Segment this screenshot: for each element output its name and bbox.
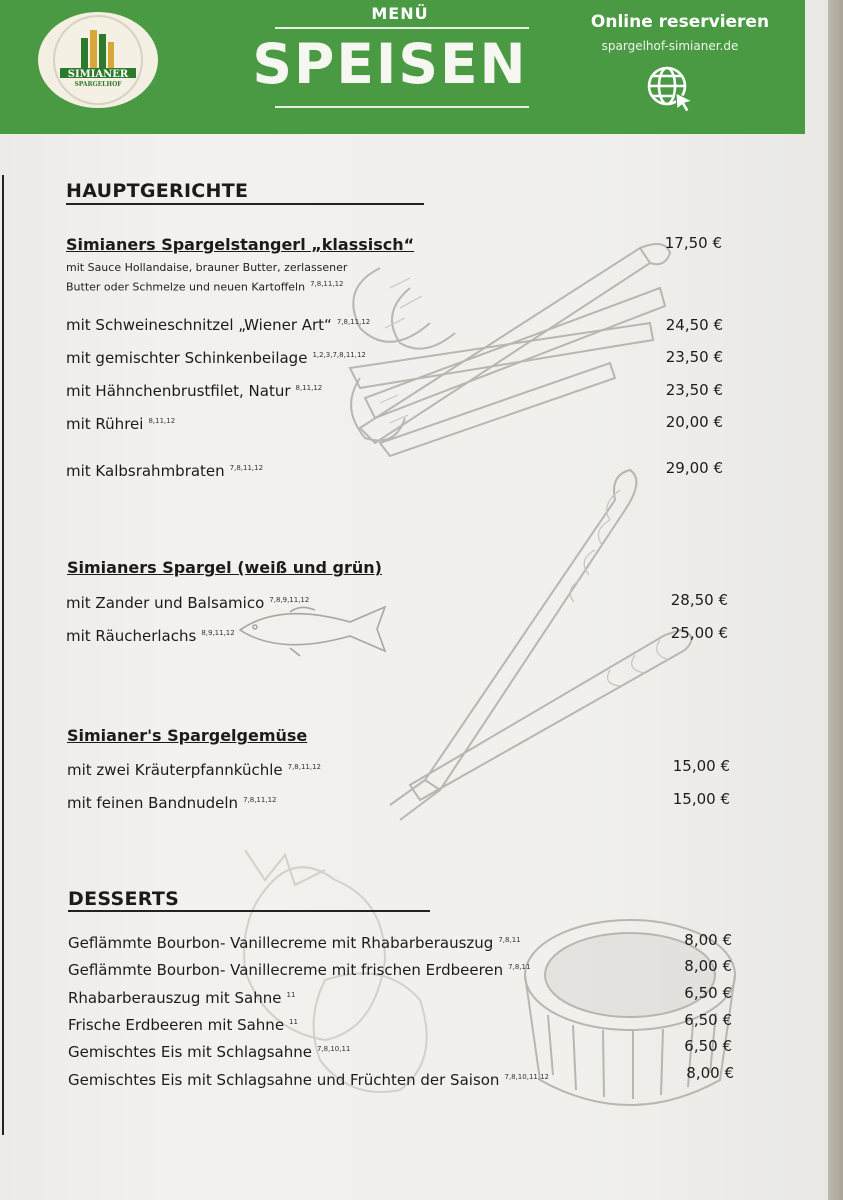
item-price: 29,00 € xyxy=(665,459,723,477)
allergen-codes: 7,8,10,11 xyxy=(316,1045,351,1053)
item-price: 23,50 € xyxy=(665,348,723,366)
klassisch-description xyxy=(66,259,347,296)
desc-line-1: mit Sauce Hollandaise, brauner Butter, zerlassener xyxy=(66,261,348,274)
item-price: 6,50 € xyxy=(684,1011,732,1029)
title-rule-top xyxy=(275,27,529,29)
item-name: mit zwei Kräuterpfannküchle xyxy=(67,761,283,779)
allergen-codes: 7,8,11,12 xyxy=(229,464,264,472)
item-name: mit Räucherlachs xyxy=(66,627,197,645)
price-klassisch: 17,50 € xyxy=(664,234,722,252)
dessert-item xyxy=(68,961,530,979)
header-banner xyxy=(0,0,805,134)
simianer-logo xyxy=(38,12,158,108)
section-title-hauptgerichte: HAUPTGERICHTE xyxy=(66,180,249,202)
item-price: 25,00 € xyxy=(670,624,728,642)
allergen-codes: 1,2,3,7,8,11,12 xyxy=(312,351,366,359)
allergen-codes: 7,8,11,12 xyxy=(310,280,344,288)
allergen-codes: 11 xyxy=(286,991,296,999)
section-rule xyxy=(66,203,424,205)
item-name: Geflämmte Bourbon- Vanillecreme mit frischen Erdbeeren xyxy=(68,961,504,979)
menu-item xyxy=(66,415,175,433)
item-price: 8,00 € xyxy=(684,957,732,975)
allergen-codes: 7,8,10,11,12 xyxy=(504,1073,549,1081)
item-name: mit Kalbsrahmbraten xyxy=(66,462,225,480)
item-price: 6,50 € xyxy=(684,984,732,1002)
allergen-codes: 7,8,11 xyxy=(508,963,531,971)
menu-item xyxy=(66,349,366,367)
section-title-desserts: DESSERTS xyxy=(68,888,180,910)
logo-subtitle: SPARGELHOF xyxy=(74,81,122,88)
item-name: mit Schweineschnitzel „Wiener Art“ xyxy=(66,316,332,334)
dessert-item xyxy=(68,989,295,1007)
allergen-codes: 7,8,11,12 xyxy=(287,763,322,771)
item-name: Gemischtes Eis mit Schlagsahne xyxy=(68,1043,312,1061)
group-title-spargelgemuese: Simianer's Spargelgemüse xyxy=(67,726,308,745)
dessert-item xyxy=(68,934,521,952)
menu-item xyxy=(66,594,309,612)
title-rule-bottom xyxy=(275,106,529,108)
item-price: 20,00 € xyxy=(665,413,723,431)
page-shadow xyxy=(828,0,843,1200)
item-price: 15,00 € xyxy=(672,757,730,775)
dessert-item xyxy=(68,1071,549,1089)
desc-line-2 xyxy=(66,276,347,296)
allergen-codes: 7,8,11,12 xyxy=(243,796,277,804)
item-name: mit Rührei xyxy=(66,415,144,433)
group-title-weiss-gruen: Simianers Spargel (weiß und grün) xyxy=(67,558,382,577)
item-name: Frische Erdbeeren mit Sahne xyxy=(68,1016,285,1034)
item-name: mit feinen Bandnudeln xyxy=(67,794,239,812)
section-rule xyxy=(68,910,430,912)
allergen-codes: 11 xyxy=(289,1018,298,1026)
item-price: 23,50 € xyxy=(665,381,723,399)
item-name: mit Hähnchenbrustfilet, Natur xyxy=(66,382,291,400)
menu-item xyxy=(66,627,235,645)
dessert-item xyxy=(68,1016,298,1034)
dessert-item xyxy=(68,1043,350,1061)
allergen-codes: 8,11,12 xyxy=(295,384,323,392)
page-title: SPEISEN xyxy=(252,32,528,96)
group-title-klassisch: Simianers Spargelstangerl „klassisch“ xyxy=(66,235,415,254)
allergen-codes: 7,8,11 xyxy=(498,936,521,944)
allergen-codes: 7,8,11,12 xyxy=(336,318,371,326)
item-price: 15,00 € xyxy=(672,790,730,808)
item-price: 6,50 € xyxy=(684,1037,732,1055)
item-price: 28,50 € xyxy=(670,591,728,609)
page-edge-line xyxy=(2,175,4,1135)
menu-item xyxy=(66,382,322,400)
item-price: 24,50 € xyxy=(665,316,723,334)
logo-name: SIMIANER xyxy=(67,69,129,80)
menu-label: MENÜ xyxy=(371,4,429,23)
desc-line-2-text: Butter oder Schmelze und neuen Kartoffeln xyxy=(66,280,306,294)
item-name: Geflämmte Bourbon- Vanillecreme mit Rhabarberauszug xyxy=(68,934,494,952)
menu-item xyxy=(67,794,276,812)
item-name: mit gemischter Schinkenbeilage xyxy=(66,349,308,367)
menu-item xyxy=(66,462,263,480)
item-name: Gemischtes Eis mit Schlagsahne und Früchten der Saison xyxy=(68,1071,500,1089)
menu-item xyxy=(66,316,370,334)
item-price: 8,00 € xyxy=(684,931,732,949)
allergen-codes: 8,9,11,12 xyxy=(201,629,235,637)
allergen-codes: 7,8,9,11,12 xyxy=(269,596,310,604)
item-price: 8,00 € xyxy=(686,1064,734,1082)
online-reservation-link[interactable]: Online reservieren xyxy=(590,12,770,32)
menu-item xyxy=(67,761,321,779)
item-name: Rhabarberauszug mit Sahne xyxy=(68,989,282,1007)
website-url[interactable]: spargelhof-simianer.de xyxy=(601,39,739,53)
globe-cursor-icon[interactable] xyxy=(645,64,697,116)
item-name: mit Zander und Balsamico xyxy=(66,594,265,612)
allergen-codes: 8,11,12 xyxy=(148,417,176,425)
